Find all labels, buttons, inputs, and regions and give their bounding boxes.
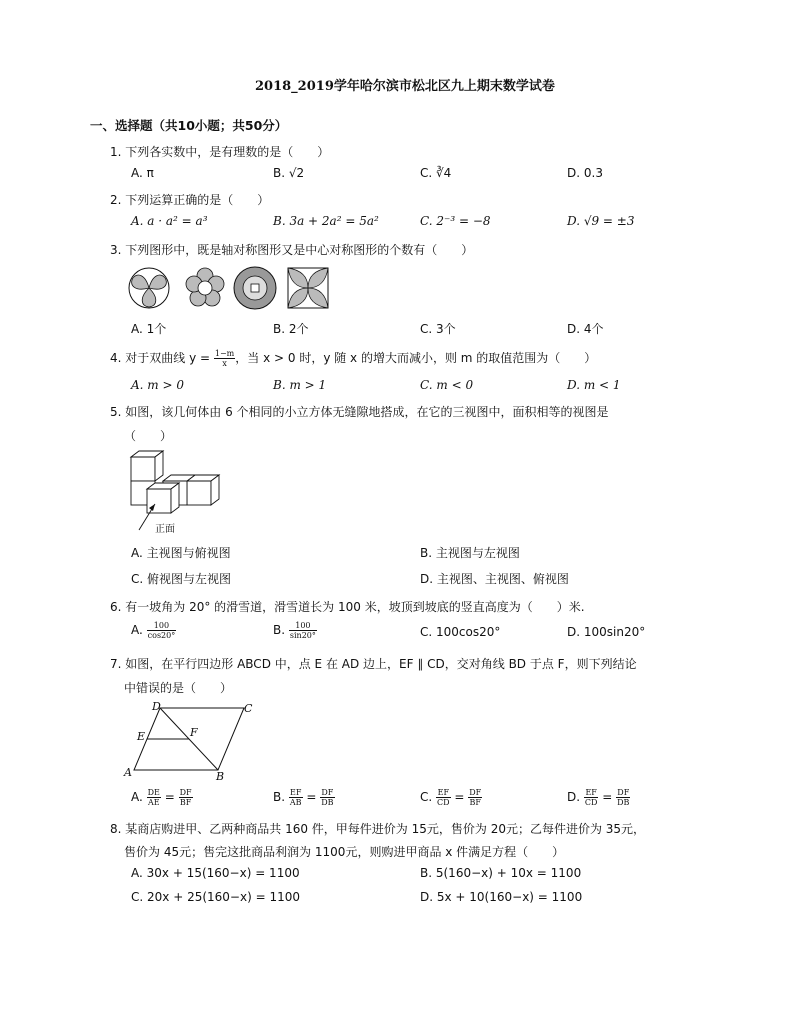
question-8-stem: 8. 某商店购进甲、乙两种商品共 160 件，甲每件进价为 15元，售价为 20元；乙每件进价为 35元， <box>110 822 646 836</box>
question-6-stem: 6. 有一坡角为 20° 的滑雪道，滑雪道长为 100 米，坡顶到坡底的竖直高度为（ ）米. <box>110 600 585 614</box>
q6-a-denominator: cos20° <box>147 631 176 640</box>
q7-d-right-den: DB <box>617 798 630 807</box>
q7-d-left-num: EF <box>585 788 597 797</box>
q1-option-b[interactable]: B. √2 <box>273 166 305 180</box>
q7-d-right-fraction <box>616 788 630 807</box>
q7-option-d[interactable]: D. $\frac{EF}{CD}$ = $\frac{DF}{DB}$ <box>567 788 630 807</box>
q4-option-a[interactable]: A. m > 0 <box>131 378 184 392</box>
q4-stem-part2: ，当 x > 0 时，y 随 x 的增大而减小，则 m 的取值范围为（ ） <box>235 351 597 365</box>
q7-a-left-num: DE <box>147 788 160 797</box>
q6-a-numerator: 100 <box>147 621 177 631</box>
q7-c-right-num: DF <box>469 788 482 797</box>
question-5-stem-cont: （ ） <box>124 429 173 443</box>
q6-option-b[interactable] <box>273 621 317 640</box>
q5-option-b[interactable]: B. 主视图与左视图 <box>420 546 520 560</box>
q3-option-d[interactable]: D. 4个 <box>567 322 604 336</box>
question-3-stem: 3. 下列图形中，既是轴对称图形又是中心对称图形的个数有（ ） <box>110 243 474 257</box>
q6-option-d[interactable]: D. 100sin20° <box>567 625 646 639</box>
question-7-stem: 7. 如图，在平行四边形 ABCD 中，点 E 在 AD 边上，EF ∥ CD，交对角线 BD 于点 F，则下列结论 <box>110 657 637 671</box>
q5-front-label: 正面 <box>155 524 175 535</box>
q7-c-left-num: EF <box>437 788 449 797</box>
q7-c-left-den: CD <box>437 798 450 807</box>
q6-b-numerator: 100 <box>289 621 317 631</box>
q7-d-right-num: DF <box>617 788 630 797</box>
q7-c-left-fraction <box>436 788 451 807</box>
q7-b-right-fraction <box>320 788 334 807</box>
q7-a-right-den: BF <box>179 798 192 807</box>
q7-option-a[interactable]: A. $\frac{DE}{AE}$ = $\frac{DF}{BF}$ <box>131 788 192 807</box>
q4-fraction-numerator: 1−m <box>214 349 235 358</box>
q3-option-a[interactable]: A. 1个 <box>131 322 167 336</box>
q7-option-c[interactable]: C. $\frac{EF}{CD}$ = $\frac{DF}{BF}$ <box>420 788 482 807</box>
label-c: C <box>244 702 253 715</box>
q5-option-a[interactable]: A. 主视图与俯视图 <box>131 546 231 560</box>
question-4-stem <box>110 349 596 368</box>
q8-option-b[interactable]: B. 5(160−x) + 10x = 1100 <box>420 866 582 880</box>
q6-option-a-prefix: A. <box>131 623 143 637</box>
q8-option-a[interactable]: A. 30x + 15(160−x) = 1100 <box>131 866 300 880</box>
question-2-stem: 2. 下列运算正确的是（ ） <box>110 193 270 207</box>
q7-b-left-fraction <box>289 788 303 807</box>
q4-fraction <box>214 349 235 368</box>
q7-a-left-den: AE <box>147 798 160 807</box>
q7-b-left-num: EF <box>290 788 302 797</box>
q3-figures <box>127 266 332 311</box>
q7-d-left-fraction <box>584 788 599 807</box>
label-a: A <box>124 766 132 779</box>
question-5-stem: 5. 如图，该几何体由 6 个相同的小立方体无缝隙地搭成，在它的三视图中，面积相等的视图是 <box>110 405 609 419</box>
q7-a-left-fraction <box>147 788 161 807</box>
q7-b-right-num: DF <box>321 788 334 797</box>
q7-option-b[interactable]: B. $\frac{EF}{AB}$ = $\frac{DF}{DB}$ <box>273 788 334 807</box>
flower-figure <box>186 268 224 306</box>
q6-option-b-fraction <box>289 621 317 640</box>
label-e: E <box>137 730 146 743</box>
q4-option-d[interactable]: D. m < 1 <box>567 378 621 392</box>
q6-option-a[interactable] <box>131 621 176 640</box>
q1-option-a[interactable]: A. π <box>131 166 154 180</box>
label-d: D <box>152 700 161 713</box>
q8-option-c[interactable]: C. 20x + 25(160−x) = 1100 <box>131 890 300 904</box>
q6-b-denominator: sin20° <box>289 631 316 640</box>
q7-c-right-den: BF <box>469 798 481 807</box>
q5-option-c[interactable]: C. 俯视图与左视图 <box>131 572 232 586</box>
question-8-stem-cont: 售价为 45元；售完这批商品利润为 1100元，则购进甲商品 x 件满足方程（ ） <box>124 845 565 859</box>
q7-c-prefix: C. <box>420 790 433 804</box>
q2-option-b[interactable]: B. 3a + 2a² = 5a² <box>273 214 379 228</box>
q3-option-b[interactable]: B. 2个 <box>273 322 309 336</box>
q2-option-d[interactable]: D. √9 = ±3 <box>567 214 635 228</box>
q7-b-right-den: DB <box>321 798 334 807</box>
q2-option-c[interactable]: C. 2⁻³ = −8 <box>420 214 491 228</box>
q7-a-right-fraction <box>179 788 193 807</box>
q4-option-c[interactable]: C. m < 0 <box>420 378 474 392</box>
coin-figure <box>234 267 276 309</box>
q7-d-prefix: D. <box>567 790 581 804</box>
label-f: F <box>190 726 198 739</box>
q6-option-b-prefix: B. <box>273 623 286 637</box>
page-title: 2018_2019学年哈尔滨市松北区九上期末数学试卷 <box>255 79 555 94</box>
q7-c-right-fraction <box>468 788 482 807</box>
q6-option-c[interactable]: C. 100cos20° <box>420 625 501 639</box>
q4-stem-part1: 4. 对于双曲线 y = <box>110 351 214 365</box>
q7-a-right-num: DF <box>179 788 192 797</box>
three-leaf-circle-figure <box>129 268 169 308</box>
q7-b-left-den: AB <box>289 798 302 807</box>
q4-fraction-denominator: x <box>222 359 227 368</box>
q7-b-prefix: B. <box>273 790 286 804</box>
q5-option-d[interactable]: D. 主视图、主视图、俯视图 <box>420 572 569 586</box>
q6-option-a-fraction <box>147 621 177 640</box>
q8-option-d[interactable]: D. 5x + 10(160−x) = 1100 <box>420 890 583 904</box>
q3-option-c[interactable]: C. 3个 <box>420 322 456 336</box>
q7-d-left-den: CD <box>584 798 598 807</box>
question-7-stem-cont: 中错误的是（ ） <box>124 681 233 695</box>
section-header: 一、选择题（共10小题；共50分） <box>90 118 288 133</box>
square-petal-figure <box>288 268 328 308</box>
q1-option-d[interactable]: D. 0.3 <box>567 166 603 180</box>
question-1-stem: 1. 下列各实数中，是有理数的是（ ） <box>110 145 330 159</box>
q5-cube-figure <box>125 448 225 538</box>
q7-a-prefix: A. <box>131 790 143 804</box>
q1-option-c[interactable]: C. ∛4 <box>420 166 452 180</box>
q7-parallelogram-figure <box>120 700 260 782</box>
q4-option-b[interactable]: B. m > 1 <box>273 378 327 392</box>
q2-option-a[interactable]: A. a · a² = a³ <box>131 214 208 228</box>
label-b: B <box>216 770 225 782</box>
